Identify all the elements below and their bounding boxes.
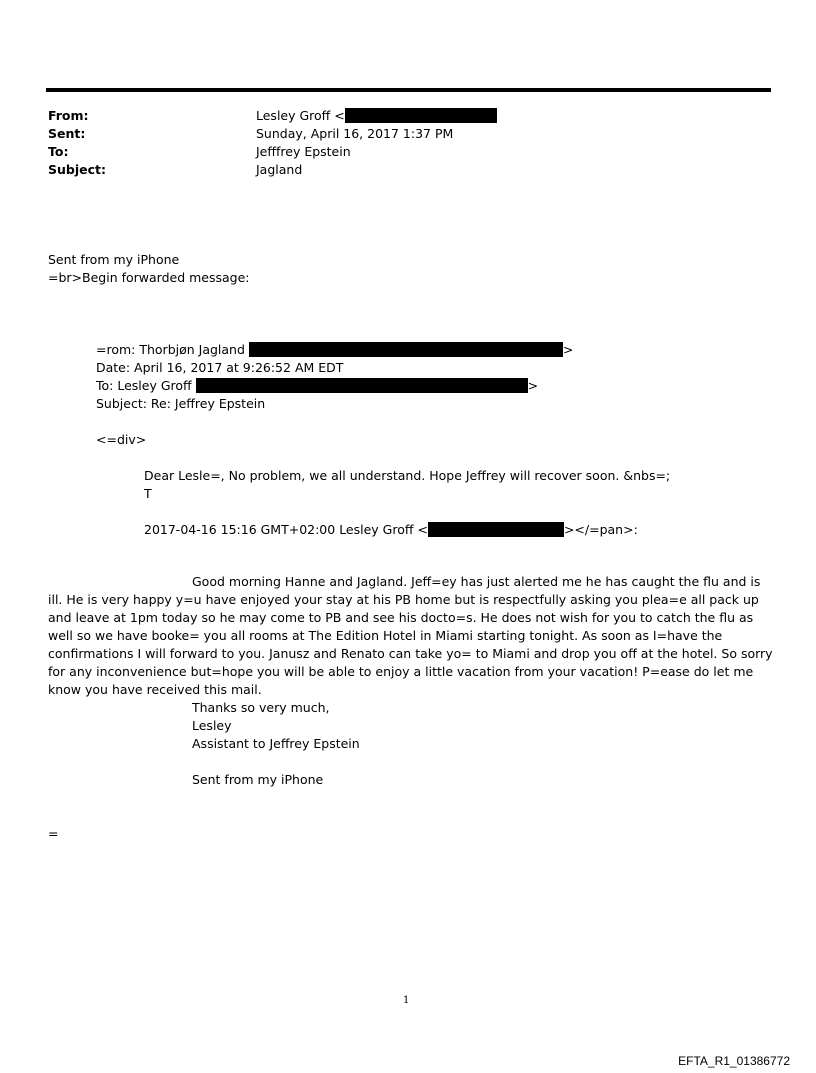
from-label: From: xyxy=(48,108,89,123)
signature-line-3: Assistant to Jeffrey Epstein xyxy=(192,736,360,751)
subject-value: Jagland xyxy=(256,162,303,177)
signature-line-4: Sent from my iPhone xyxy=(192,772,324,787)
from-value xyxy=(256,107,497,125)
quote-open: < xyxy=(417,522,428,537)
subject-label: Subject: xyxy=(48,162,106,177)
to-label: To: xyxy=(48,144,69,159)
div-tag-line: <=div> xyxy=(96,432,147,447)
fwd-from-text: =rom: Thorbjøn Jagland xyxy=(96,342,245,357)
sent-value: Sunday, April 16, 2017 1:37 PM xyxy=(256,126,454,141)
signature-line-1: Thanks so very much, xyxy=(192,700,330,715)
redaction-block xyxy=(428,522,564,537)
header-rule xyxy=(46,88,771,92)
redaction-block xyxy=(196,378,528,393)
quote-prefix: 2017-04-16 15:16 GMT+02:00 Lesley Groff xyxy=(144,522,414,537)
trailing-char: = xyxy=(48,826,59,841)
signature-line-2: Lesley xyxy=(192,718,232,733)
from-value-text: Lesley Groff < xyxy=(256,108,345,123)
page-number: 1 xyxy=(403,995,410,1006)
intro-line-1: Sent from my iPhone xyxy=(48,252,180,267)
sent-label: Sent: xyxy=(48,126,86,141)
fwd-to-line xyxy=(96,377,538,395)
fwd-from-line xyxy=(96,341,573,359)
fwd-to-text: To: Lesley Groff xyxy=(96,378,192,393)
fwd-from-suffix: > xyxy=(562,342,574,357)
body-paragraph: Good morning Hanne and Jagland. Jeff=ey has just alerted me he has caught the flu and is ill. He is very happy y=u have enjoyed your stay at his PB home but is respectfully asking you plea=e all pack up and leave at 1pm today so he may come to PB and see his docto=s. He does not wish for you to catch the flu as well so we have booke= you all rooms at The Edition Hotel in Miami starting tonight. As soon as I=have the confirmations I will forward to you. Janusz and Renato can take yo= to Miami and drop you off at the hotel. So sorry for any inconvenience but=hope you will be able to enjoy a little vacation from your vacation! P=ease do let me know you have received this mail. xyxy=(48,574,773,697)
reply-line-2: T xyxy=(144,486,152,501)
intro-line-2: =br>Begin forwarded message: xyxy=(48,270,250,285)
quote-line xyxy=(144,521,638,539)
reply-line-1: Dear Lesle=, No problem, we all understand. Hope Jeffrey will recover soon. &nbs=; xyxy=(144,468,671,483)
quote-suffix: ></=pan>: xyxy=(563,522,638,537)
redaction-block xyxy=(249,342,563,357)
fwd-to-suffix: > xyxy=(527,378,539,393)
to-value: Jefffrey Epstein xyxy=(256,144,351,159)
fwd-subject-line: Subject: Re: Jeffrey Epstein xyxy=(96,396,266,411)
fwd-date-line: Date: April 16, 2017 at 9:26:52 AM EDT xyxy=(96,360,344,375)
document-id: EFTA_R1_01386772 xyxy=(678,1054,790,1068)
redaction-block xyxy=(345,108,497,123)
